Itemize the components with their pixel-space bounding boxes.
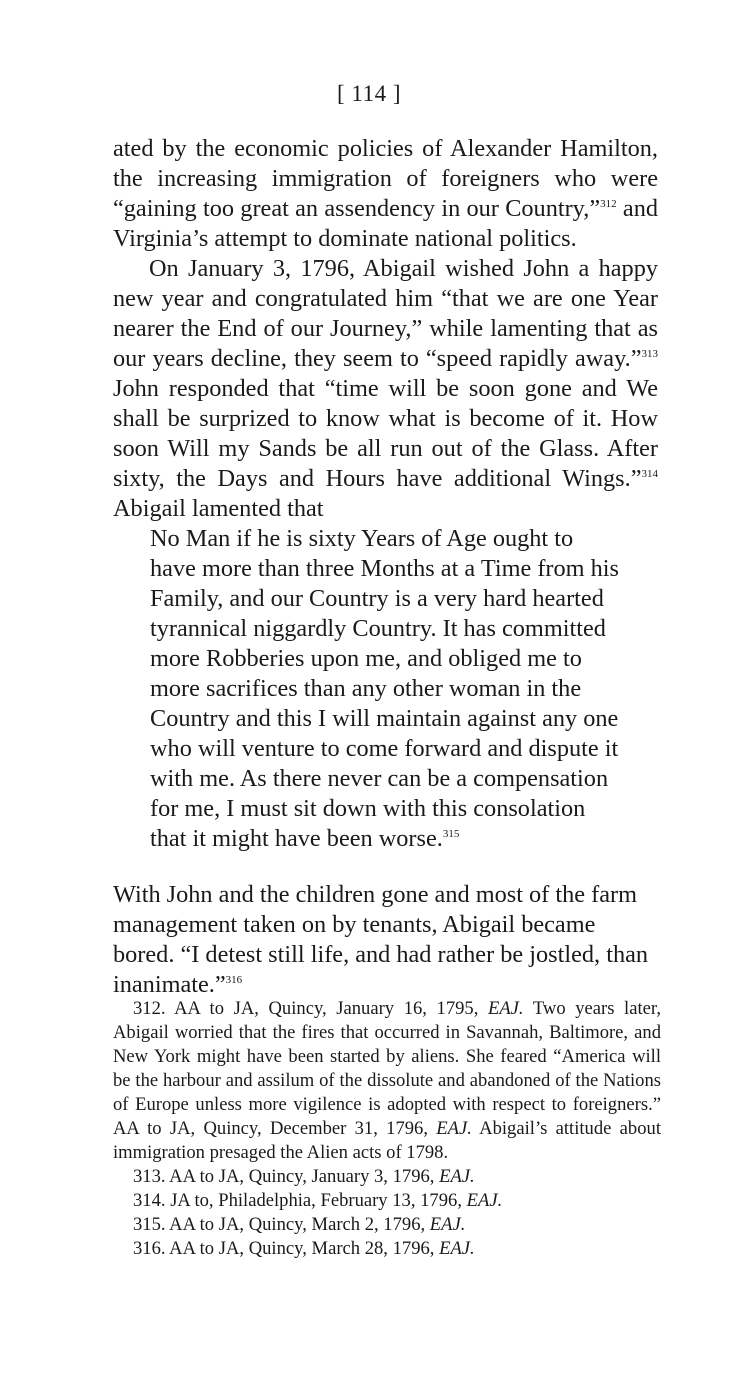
- footnote-312-text-a: 312. AA to JA, Quincy, January 16, 1795,: [133, 998, 488, 1019]
- footnote-314-text: 314. JA to, Philadelphia, February 13, 1796,: [133, 1190, 467, 1211]
- paragraph-2-text-c: Abigail lamented that: [113, 495, 324, 522]
- paragraph-1-end: and Virginia’s attempt to dominate national politics.: [113, 195, 659, 252]
- footnote-314: [113, 1189, 661, 1213]
- footnote-313-text: 313. AA to JA, Quincy, January 3, 1796,: [133, 1166, 440, 1187]
- footnote-316: [113, 1237, 661, 1261]
- footnotes: [113, 997, 661, 1261]
- footnote-312-source: EAJ.: [487, 998, 524, 1019]
- paragraph-1: [113, 134, 658, 254]
- block-quote-text: No Man if he is sixty Years of Age ought to have more than three Months at a Time from his Family, and our Country is a very hard hearted tyrannical niggardly Country. It has committed more Robberies upon me, and obliged me to more sacrifices than any other woman in the Country and this I will maintain against any one who will venture to come forward and dispute it with me. As there never can be a compensation for me, I must sit down with this consolation that it might have been worse.: [150, 525, 619, 852]
- footnote-ref-313: 313: [641, 347, 658, 360]
- paragraph-2-text-a: On January 3, 1796, Abigail wished John a happy new year and congratulated him “that we are one Year nearer the End of our Journey,” while lamenting that as our years decline, they seem to “speed rapidly away.”: [113, 255, 658, 372]
- footnote-ref-312: 312: [600, 197, 617, 210]
- footnote-312-text-c: Abigail’s attitude about immigration presaged the Alien acts of 1798.: [113, 1118, 661, 1163]
- footnote-315-source: EAJ.: [429, 1214, 466, 1235]
- footnote-314-source: EAJ.: [466, 1190, 503, 1211]
- footnote-316-source: EAJ.: [439, 1238, 475, 1259]
- footnote-ref-314: 314: [641, 467, 658, 480]
- footnote-ref-315: 315: [442, 827, 460, 840]
- body-paragraphs: [113, 134, 658, 524]
- paragraph-1-text: ated by the economic policies of Alexander Hamilton, the increasing immigration of foreigners who were “gaining too great an assendency in our Country,”: [113, 135, 658, 222]
- paragraph-2: [113, 254, 658, 524]
- footnote-312-text-b: Two years later, Abigail worried that the fires that occurred in Savannah, Baltimore, and New York might have been started by aliens. She feared “America will be the harbour and assilum of the dissolute and abandoned of the Nations of Europe unless more vigilence is adopted with respect to foreigners.” AA to JA, Quincy, December 31, 1796,: [113, 998, 661, 1139]
- footnote-312: [113, 997, 661, 1165]
- footnote-316-text: 316. AA to JA, Quincy, March 28, 1796,: [133, 1238, 440, 1259]
- footnote-312-source-2: EAJ.: [436, 1118, 472, 1139]
- block-quote: [150, 524, 620, 854]
- paragraph-3-text: With John and the children gone and most of the farm management taken on by tenants, Abigail became bored. “I detest still life, and had rather be jostled, than inanimate.”: [113, 881, 649, 998]
- footnote-ref-316: 316: [225, 973, 243, 986]
- footnote-315-text: 315. AA to JA, Quincy, March 2, 1796,: [133, 1214, 430, 1235]
- footnote-313-source: EAJ.: [439, 1166, 475, 1187]
- footnote-315: [113, 1213, 661, 1237]
- paragraph-3: [113, 880, 658, 1000]
- body-paragraph-3: [113, 880, 658, 1000]
- paragraph-2-text-b: John responded that “time will be soon gone and We shall be surprized to know what is become of it. How soon Will my Sands be all run out of the Glass. After sixty, the Days and Hours have additional Wings.”: [113, 375, 658, 492]
- page-number: [ 114 ]: [337, 81, 401, 106]
- footnote-313: [113, 1165, 661, 1189]
